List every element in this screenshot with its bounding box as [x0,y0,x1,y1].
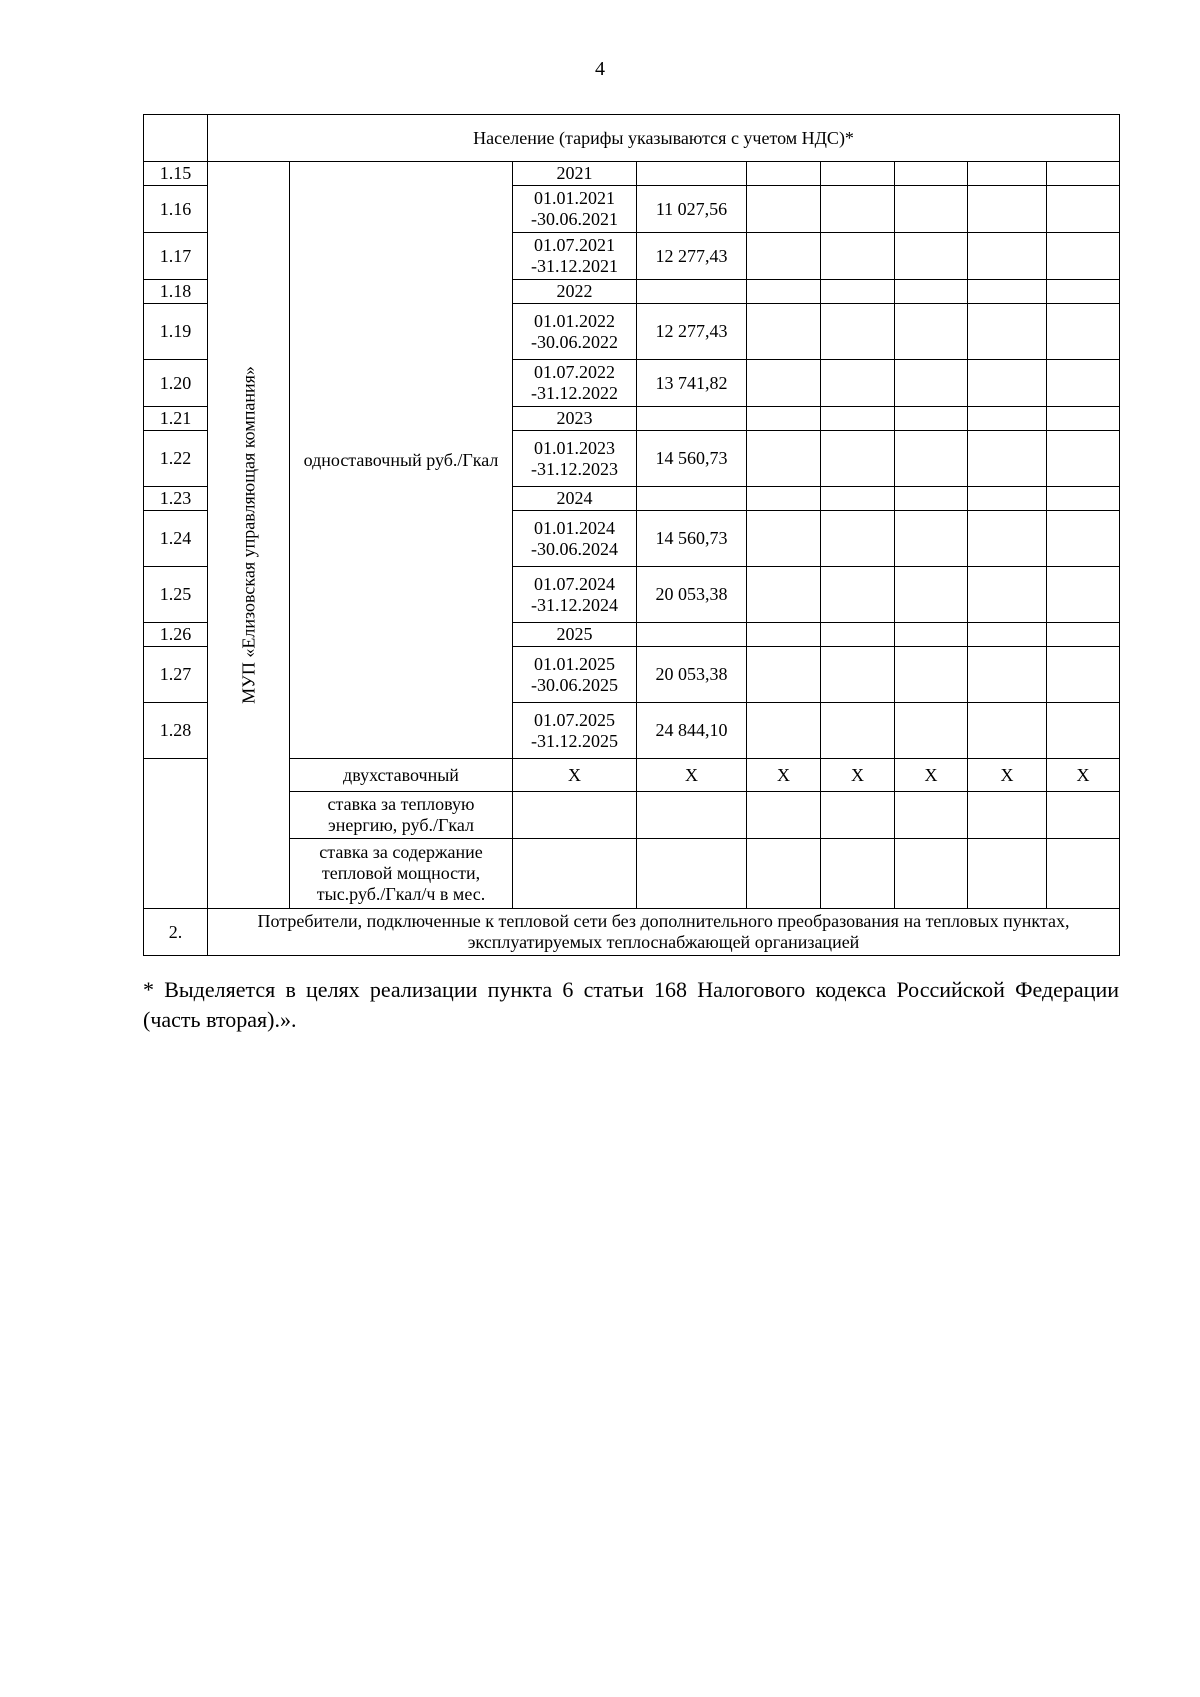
empty-cell [968,839,1047,909]
row-number: 1.17 [144,233,208,280]
empty-cell [747,431,821,487]
empty-cell [895,186,968,233]
empty-cell [821,487,895,511]
empty-cell [968,647,1047,703]
row-number: 1.20 [144,360,208,407]
tariff-value: 12 277,43 [637,233,747,280]
empty-cell [637,839,747,909]
empty-cell [968,162,1047,186]
table-header-row [144,115,1120,162]
empty-cell [968,304,1047,360]
empty-cell [747,511,821,567]
empty-cell [821,280,895,304]
row-number: 1.15 [144,162,208,186]
two-rate-label: двухставочный [290,759,513,792]
x-mark: X [747,759,821,792]
empty-cell [1047,792,1120,839]
empty-cell [968,360,1047,407]
tariff-value: 14 560,73 [637,431,747,487]
empty-cell [747,792,821,839]
empty-cell [895,511,968,567]
empty-cell [637,792,747,839]
empty-cell [747,567,821,623]
empty-cell [513,839,637,909]
empty-cell [895,839,968,909]
energy-rate-row [144,792,1120,839]
empty-cell [821,567,895,623]
section2-text: Потребители, подключенные к тепловой сети без дополнительного преобразования на тепловых пунктах, эксплуатируемых теплоснабжающей организацией [208,909,1120,956]
empty-cell [747,233,821,280]
capacity-rate-row [144,839,1120,909]
row-number: 1.24 [144,511,208,567]
empty-cell [895,431,968,487]
empty-cell [747,304,821,360]
empty-cell [747,360,821,407]
empty-cell [895,360,968,407]
empty-cell [1047,839,1120,909]
row-number-empty [144,759,208,909]
period-cell: 01.07.2021 -31.12.2021 [513,233,637,280]
empty-cell [895,162,968,186]
empty-cell [747,647,821,703]
tariff-value: 13 741,82 [637,360,747,407]
empty-cell [821,162,895,186]
empty-cell [747,703,821,759]
row-number: 1.27 [144,647,208,703]
empty-cell [895,647,968,703]
empty-cell [968,233,1047,280]
empty-cell [821,703,895,759]
empty-cell [895,567,968,623]
empty-cell [1047,186,1120,233]
tariff-value: 20 053,38 [637,647,747,703]
empty-cell [968,280,1047,304]
empty-cell [821,647,895,703]
empty-cell [821,623,895,647]
row-number: 1.18 [144,280,208,304]
empty-cell [895,487,968,511]
empty-cell [747,839,821,909]
empty-cell [895,623,968,647]
empty-cell [1047,280,1120,304]
period-cell: 01.01.2024 -30.06.2024 [513,511,637,567]
empty-cell [821,360,895,407]
x-mark: X [895,759,968,792]
empty-cell [1047,567,1120,623]
year-cell: 2025 [513,623,637,647]
empty-cell [895,280,968,304]
tariff-value: 24 844,10 [637,703,747,759]
empty-cell [1047,304,1120,360]
row-number: 1.28 [144,703,208,759]
tariff-value: 14 560,73 [637,511,747,567]
x-mark: X [1047,759,1120,792]
empty-cell [821,186,895,233]
x-mark: X [513,759,637,792]
empty-cell [895,233,968,280]
empty-cell [747,407,821,431]
tariff-value [637,623,747,647]
year-cell: 2024 [513,487,637,511]
empty-cell [1047,431,1120,487]
empty-cell [821,304,895,360]
empty-cell [1047,647,1120,703]
organization-wrap [212,162,285,908]
empty-cell [821,839,895,909]
empty-cell [895,407,968,431]
period-cell: 01.01.2025 -30.06.2025 [513,647,637,703]
row-number: 1.23 [144,487,208,511]
table-header: Население (тарифы указываются с учетом НДС)* [208,115,1120,162]
capacity-rate-label: ставка за содержание тепловой мощности, тыс.руб./Гкал/ч в мес. [290,839,513,909]
empty-cell [513,792,637,839]
empty-cell [747,162,821,186]
tariff-value [637,407,747,431]
empty-cell [1047,623,1120,647]
empty-cell [968,511,1047,567]
empty-cell [1047,407,1120,431]
empty-cell [821,233,895,280]
empty-cell [821,431,895,487]
period-cell: 01.07.2025 -31.12.2025 [513,703,637,759]
period-cell: 01.07.2024 -31.12.2024 [513,567,637,623]
tariff-value: 20 053,38 [637,567,747,623]
section2-row [144,909,1120,956]
empty-cell [1047,511,1120,567]
period-cell: 01.01.2022 -30.06.2022 [513,304,637,360]
empty-cell [747,623,821,647]
empty-cell [968,792,1047,839]
empty-cell [821,511,895,567]
tariff-value: 11 027,56 [637,186,747,233]
year-cell: 2021 [513,162,637,186]
empty-cell [747,487,821,511]
footnote: * Выделяется в целях реализации пункта 6 статьи 168 Налогового кодекса Российской Федерации (часть вторая).». [143,977,1119,1032]
year-cell: 2022 [513,280,637,304]
empty-cell [968,431,1047,487]
empty-cell [895,703,968,759]
period-cell: 01.07.2022 -31.12.2022 [513,360,637,407]
organization-name: МУП «Елизовская управляющая компания» [238,366,258,704]
tariff-value [637,162,747,186]
x-mark: X [821,759,895,792]
year-cell: 2023 [513,407,637,431]
empty-cell [1047,703,1120,759]
empty-cell [1047,487,1120,511]
empty-cell [747,280,821,304]
two-rate-row [144,759,1120,792]
empty-cell [895,792,968,839]
row-number: 1.19 [144,304,208,360]
empty-cell [968,407,1047,431]
empty-cell [968,703,1047,759]
empty-cell [821,792,895,839]
table-row [144,162,1120,186]
empty-cell [968,186,1047,233]
empty-cell [968,487,1047,511]
tariff-value [637,487,747,511]
row-number: 1.21 [144,407,208,431]
x-mark: X [968,759,1047,792]
energy-rate-label: ставка за тепловую энергию, руб./Гкал [290,792,513,839]
row-number: 1.25 [144,567,208,623]
tariff-value [637,280,747,304]
empty-cell [747,186,821,233]
empty-cell [1047,233,1120,280]
period-cell: 01.01.2023 -31.12.2023 [513,431,637,487]
tariff-table [143,114,1120,956]
row-number: 1.26 [144,623,208,647]
row-number: 1.16 [144,186,208,233]
tariff-value: 12 277,43 [637,304,747,360]
empty-cell [1047,360,1120,407]
page-number: 4 [595,58,605,80]
header-empty-cell [144,115,208,162]
empty-cell [821,407,895,431]
section2-number: 2. [144,909,208,956]
row-number: 1.22 [144,431,208,487]
empty-cell [895,304,968,360]
empty-cell [1047,162,1120,186]
organization-cell [208,162,290,909]
x-mark: X [637,759,747,792]
one-rate-label: одноставочный руб./Гкал [290,162,513,759]
empty-cell [968,623,1047,647]
empty-cell [968,567,1047,623]
period-cell: 01.01.2021 -30.06.2021 [513,186,637,233]
